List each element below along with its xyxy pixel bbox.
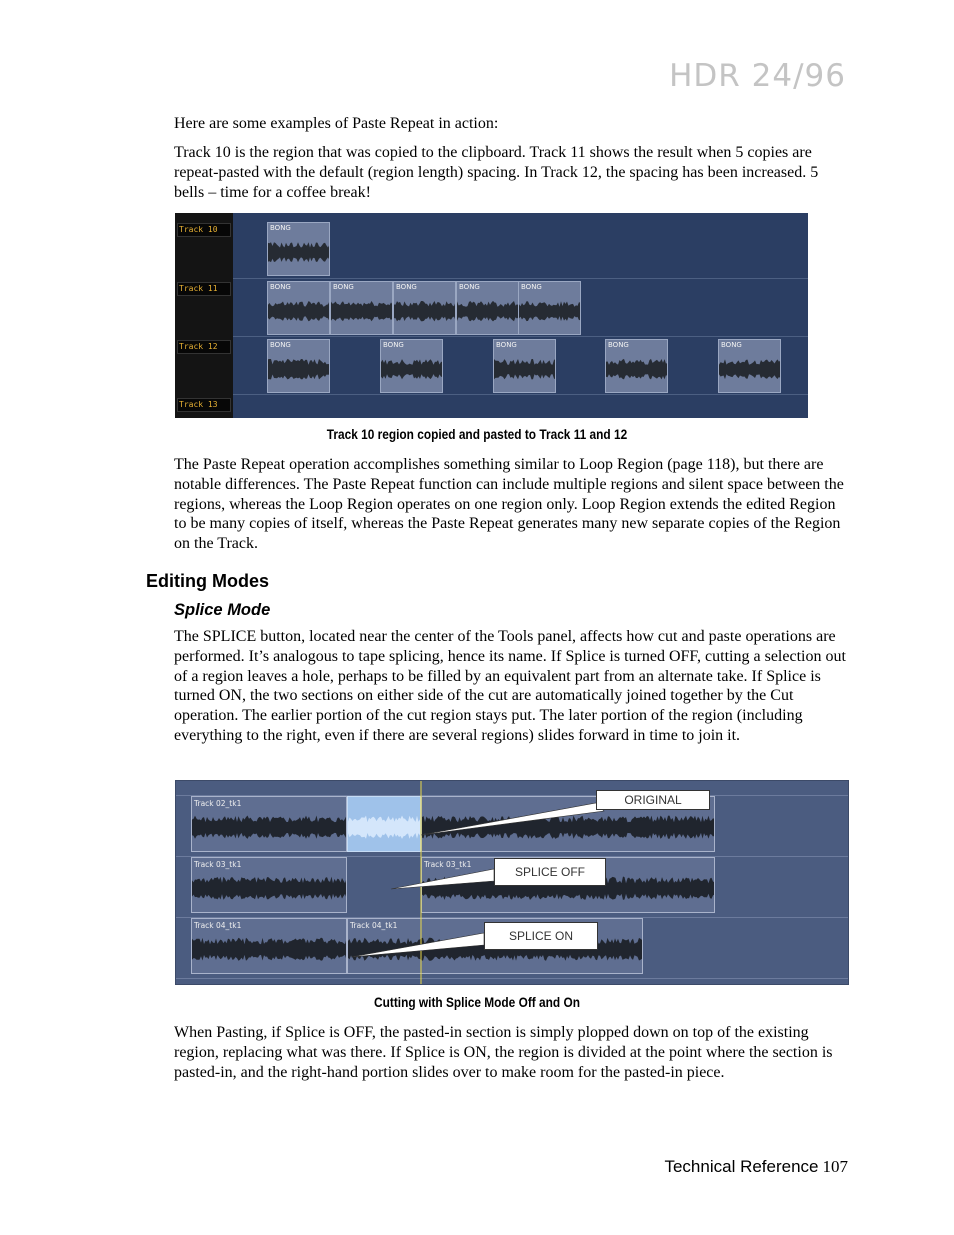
region-bong [493,339,556,393]
region-label: Track 02_tk1 [194,799,242,808]
region-label: BONG [333,283,354,291]
region-bong [456,281,519,335]
region-bong [267,339,330,393]
callout-pointer-splice-off [391,869,494,889]
region-label: BONG [496,341,517,349]
region-label: Track 03_tk1 [424,860,472,869]
region-bong [267,222,330,276]
region-label: BONG [270,283,291,291]
region-label: BONG [383,341,404,349]
region-label: BONG [459,283,480,291]
callout-splice-on: SPLICE ON [484,922,598,950]
callout-splice-off: SPLICE OFF [494,858,606,886]
callout-original: ORIGINAL [596,790,710,810]
footer-label: Technical Reference [664,1157,819,1176]
page-footer [664,1157,848,1177]
track-lane [233,395,808,418]
region-bong [380,339,443,393]
region-label: BONG [608,341,629,349]
page-number: 107 [822,1157,848,1176]
track-name-column [175,213,233,418]
paste-repeat-paragraph: The Paste Repeat operation accomplishes something similar to Loop Region (page 118), but there are notable differences. The Paste Repeat function can include multiple regions and silent space between the regions, whereas the Loop Region operates on one region only. Loop Region extends the edited Region to be many copies of itself, whereas the Paste Repeat generates many new separate copies of the Region on the Track. [174,456,844,553]
region-bong [330,281,393,335]
section-heading: Editing Modes [146,571,269,591]
region-label: BONG [521,283,542,291]
region-label: Track 03_tk1 [194,860,242,869]
track-name-13: Track 13 [177,398,231,412]
region-bong [393,281,456,335]
tracks-paragraph: Track 10 is the region that was copied to the clipboard. Track 11 shows the result when 5 copies are repeat-pasted with the default (region length) spacing. In Track 12, the spacing has been increased. 5 bells – time for a coffee break! [174,144,819,201]
track-name-11: Track 11 [177,282,231,296]
region-label: BONG [270,224,291,232]
paste-repeat-figure [175,213,808,418]
region-bong [605,339,668,393]
region-label: Track 04_tk1 [194,921,242,930]
region-bong [718,339,781,393]
pasting-paragraph: When Pasting, if Splice is OFF, the pasted-in section is simply plopped down on top of the existing region, replacing what was there. If Splice is ON, the region is divided at the point where the section is pasted-in, and the right-hand portion slides over to make room for the pasted-in piece. [174,1024,833,1081]
splice-paragraph: The SPLICE button, located near the center of the Tools panel, affects how cut and paste operations are performed. It’s analogous to tape splicing, hence its name. If Splice is turned OFF, cutting a selection out of a region leaves a hole, perhaps to be filled by an equivalent part from an alternate take. If Splice is turned ON, the two sections on either side of the cut are automatically joined together by the Cut operation. The earlier portion of the cut region stays put. The later portion of the region (including everything to the right, even if there are several regions) slides forward in time to join it. [174,628,846,744]
callout-pointer-original [421,803,604,835]
splice-mode-figure [175,780,849,985]
region-bong [267,281,330,335]
intro-paragraph: Here are some examples of Paste Repeat in action: [174,115,499,132]
track-name-12: Track 12 [177,340,231,354]
region-label: BONG [721,341,742,349]
region-label: Track 04_tk1 [350,921,398,930]
track-name-10: Track 10 [177,223,231,237]
figure1-caption: Track 10 region copied and pasted to Track 11 and 12 [326,427,628,442]
figure2-caption: Cutting with Splice Mode Off and On [374,995,580,1010]
running-header: HDR 24/96 [669,58,846,94]
region-label: BONG [270,341,291,349]
callout-pointer-splice-on [351,933,484,957]
region-bong [518,281,581,335]
subsection-heading: Splice Mode [174,601,271,619]
region-label: BONG [396,283,417,291]
